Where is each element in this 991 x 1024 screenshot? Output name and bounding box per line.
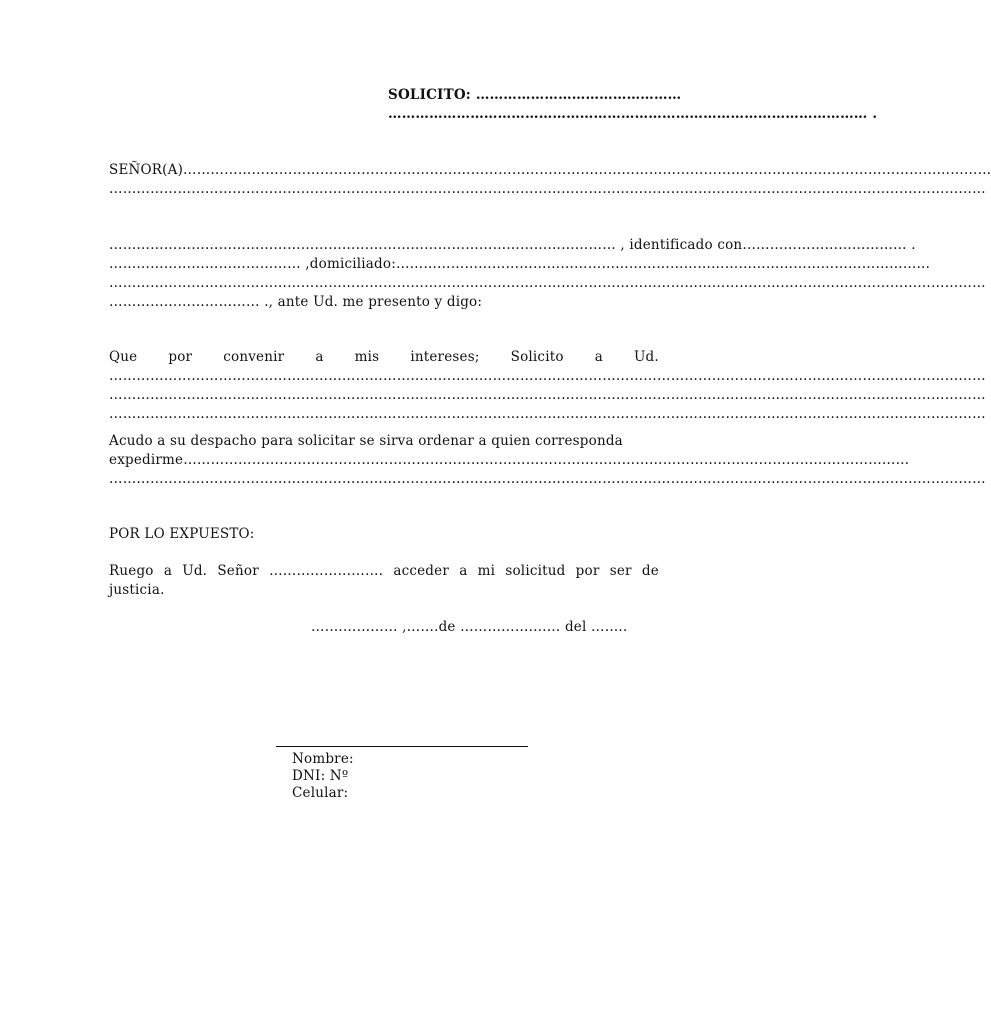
solicito-line — [388, 87, 682, 104]
request-word: Solicito — [510, 349, 564, 365]
plea-word: Señor — [217, 563, 259, 579]
request-dots-line-3: ………………………………………………………………………………………………………………………………………………………………………… — [109, 406, 986, 422]
request-word: Que — [109, 349, 138, 365]
request-word: por — [168, 349, 193, 365]
signature-dni-label: DNI: Nº — [292, 768, 349, 784]
date-line: ….…………… ,…….de …………….…… del …….. — [311, 619, 628, 635]
request-word: intereses; — [410, 349, 480, 365]
solicito-dots-line-2: …………………………………………………………………………………………… . — [388, 106, 878, 122]
solicito-label: SOLICITO: — [388, 87, 471, 103]
closing-heading: POR LO EXPUESTO: — [109, 526, 255, 542]
request-dots-line-1: ………………………………………………………………………………………………………………………………………………………………………… — [109, 368, 986, 384]
plea-word: acceder — [393, 563, 449, 579]
dispatch-line-3: ………………………………………………………………………………………………………………………………………………………………………… — [109, 471, 986, 487]
signature-name-label: Nombre: — [292, 751, 354, 767]
request-intro-line — [109, 349, 659, 366]
identification-line-3: ………………………………………………………………………………………………………………………………………………………………………… — [109, 275, 986, 291]
plea-word: a — [163, 563, 173, 579]
request-word: a — [315, 349, 324, 365]
identification-line-2: …………………………………… ,domiciliado:……………………………………………………………………………………………………… — [109, 256, 931, 272]
plea-word: por — [575, 563, 600, 579]
plea-word: mi — [477, 563, 496, 579]
plea-word: solicitud — [505, 563, 566, 579]
solicito-dots: ……………………………………… — [475, 87, 682, 103]
plea-line-2: justicia. — [109, 582, 165, 598]
dispatch-line-2: expedirme…………………………………………………………………………………………………………………………………………… — [109, 452, 910, 468]
plea-line-1 — [109, 563, 659, 580]
request-word: a — [594, 349, 603, 365]
addressee-line-2: ………………………………………………………………………………………………………………………………………………………………………… — [109, 181, 986, 197]
dispatch-line-1: Acudo a su despacho para solicitar se sirva ordenar a quien corresponda — [109, 433, 623, 449]
request-word: Ud. — [633, 349, 659, 365]
plea-word: ……………………. — [269, 563, 384, 579]
request-word: convenir — [223, 349, 285, 365]
signature-phone-label: Celular: — [292, 785, 349, 801]
plea-word: a — [459, 563, 468, 579]
signature-line — [276, 746, 528, 747]
plea-word: Ud. — [182, 563, 208, 579]
plea-word: Ruego — [109, 563, 154, 579]
identification-line-1: ………………………………………………………………………………………………… , identificado con……………………………… . — [109, 237, 916, 253]
plea-word: de — [641, 563, 659, 579]
addressee-line-1: SEÑOR(A)…………………………………………………………………………………………………………………………………………………………… — [109, 162, 991, 178]
identification-line-4: …………………………… ., ante Ud. me presento y digo: — [109, 294, 483, 310]
request-word: mis — [354, 349, 380, 365]
request-dots-line-2: ………………………………………………………………………………………………………………………………………………………………………… — [109, 387, 986, 403]
plea-word: ser — [609, 563, 632, 579]
